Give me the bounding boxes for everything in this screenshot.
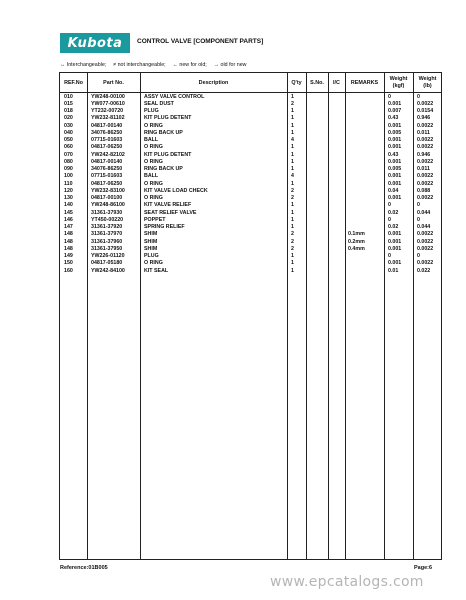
cell-part-number: YW248-00100 (91, 93, 125, 100)
cell-description: BALL (144, 137, 159, 143)
cell-weight-lb: 0 (417, 93, 420, 100)
header-desc-label: Description (198, 79, 229, 86)
cell-part-number: YW232-83100 (91, 187, 125, 194)
cell-weight-lb: 0.946 (417, 115, 431, 122)
table-row (60, 260, 441, 267)
cell-quantity: 2 (291, 195, 294, 201)
cell-weight-kgf: 0.02 (388, 224, 399, 230)
cell-ref: 150 (64, 260, 73, 267)
cell-description: PLUG (144, 108, 159, 114)
cell-description: SEAL DUST (144, 100, 174, 107)
cell-description: KIT VALVE RELIEF (144, 202, 192, 209)
legend-new-for-old: ← new for old; (172, 62, 207, 68)
cell-description: O RING (144, 144, 163, 151)
cell-weight-lb: 0.044 (417, 224, 431, 230)
table-row (60, 115, 441, 122)
table-row (60, 253, 441, 260)
table-row (60, 166, 441, 173)
cell-ref: 080 (64, 158, 73, 165)
cell-weight-kgf: 0.007 (388, 108, 402, 114)
cell-ref: 110 (64, 180, 73, 187)
cell-quantity: 1 (291, 144, 294, 151)
cell-quantity: 2 (291, 231, 294, 238)
cell-description: KIT PLUG DETENT (144, 115, 192, 122)
table-row (60, 123, 441, 130)
cell-weight-kgf: 0.005 (388, 129, 402, 136)
cell-weight-lb: 0.0022 (417, 100, 434, 107)
legend-old-for-new: → old for new (213, 62, 247, 68)
header-weight-lb-unit: (lb) (423, 83, 432, 89)
cell-description: POPPET (144, 216, 166, 223)
cell-quantity: 1 (291, 267, 294, 274)
table-row (60, 195, 441, 202)
cell-ref: 160 (64, 267, 73, 274)
cell-remarks: 0.1mm (348, 231, 365, 238)
cell-remarks: 0.2mm (348, 238, 365, 245)
header-ref (60, 74, 87, 92)
cell-description: O RING (144, 122, 163, 129)
cell-quantity: 1 (291, 202, 294, 209)
cell-ref: 146 (64, 216, 73, 223)
cell-quantity: 1 (291, 129, 294, 136)
cell-part-number: 04817-06250 (91, 180, 123, 187)
cell-weight-kgf: 0.001 (388, 245, 402, 252)
cell-ref: 100 (64, 173, 73, 180)
cell-weight-kgf: 0.43 (388, 151, 399, 158)
cell-description: SHIM (144, 245, 158, 252)
cell-part-number: 07715-01603 (91, 173, 123, 180)
header-weight-lb-label: Weight (418, 76, 437, 83)
cell-quantity: 2 (291, 100, 294, 107)
table-row (60, 246, 441, 253)
cell-description: O RING (144, 260, 163, 267)
legend-interchangeable: ↔ Interchangeable; (60, 62, 107, 68)
header-ic (328, 74, 345, 92)
header-desc (140, 74, 287, 92)
cell-weight-lb: 0.0022 (417, 137, 434, 143)
cell-weight-lb: 0.022 (417, 267, 431, 274)
table-row (60, 239, 441, 246)
cell-weight-kgf: 0.001 (388, 158, 402, 165)
cell-weight-lb: 0.0154 (417, 108, 434, 114)
cell-quantity: 2 (291, 245, 294, 252)
cell-ref: 140 (64, 202, 73, 209)
header-weight-lb (413, 74, 442, 92)
cell-ref: 060 (64, 144, 73, 151)
cell-part-number: 04817-00140 (91, 122, 123, 129)
cell-quantity: 1 (291, 180, 294, 187)
cell-weight-lb: 0.0022 (417, 238, 434, 245)
cell-quantity: 1 (291, 158, 294, 165)
cell-weight-kgf: 0 (388, 202, 391, 209)
watermark: www.epcatalogs.com (270, 574, 424, 590)
cell-weight-lb: 0 (417, 253, 420, 259)
cell-quantity: 1 (291, 224, 294, 230)
table-row (60, 173, 441, 180)
cell-part-number: 04817-00100 (91, 195, 123, 201)
table-row (60, 94, 441, 101)
cell-weight-kgf: 0 (388, 253, 391, 259)
cell-description: O RING (144, 158, 163, 165)
cell-part-number: 31361-37920 (91, 224, 123, 230)
table-row (60, 101, 441, 108)
cell-weight-kgf: 0.001 (388, 100, 402, 107)
cell-weight-lb: 0.0022 (417, 245, 434, 252)
cell-description: KIT PLUG DETENT (144, 151, 192, 158)
header-ref-label: REF.No (64, 79, 83, 86)
cell-weight-kgf: 0.001 (388, 195, 402, 201)
table-row (60, 231, 441, 238)
cell-quantity: 2 (291, 187, 294, 194)
cell-part-number: 04817-05180 (91, 260, 123, 267)
cell-weight-lb: 0 (417, 216, 420, 223)
cell-weight-lb: 0.0022 (417, 260, 434, 267)
cell-weight-kgf: 0.04 (388, 187, 399, 194)
cell-weight-lb: 0.946 (417, 151, 431, 158)
page-number: Page:6 (414, 565, 433, 571)
header-weight-kgf-unit: (kgf) (392, 83, 405, 89)
cell-part-number: YW242-82102 (91, 151, 125, 158)
cell-remarks: 0.4mm (348, 245, 365, 252)
cell-quantity: 1 (291, 260, 294, 267)
cell-part-number: YT450-00220 (91, 216, 124, 223)
table-row (60, 224, 441, 231)
table-row (60, 137, 441, 144)
cell-ref: 090 (64, 166, 73, 172)
cell-ref: 050 (64, 137, 73, 143)
cell-ref: 147 (64, 224, 73, 230)
cell-weight-kgf: 0.01 (388, 267, 399, 274)
cell-weight-lb: 0.011 (417, 129, 430, 136)
cell-part-number: 34076-86250 (91, 129, 123, 136)
cell-weight-kgf: 0.001 (388, 260, 402, 267)
cell-part-number: 31361-37970 (91, 231, 123, 238)
kubota-logo (60, 33, 130, 53)
header-weight-kgf (384, 74, 413, 92)
table-row (60, 268, 441, 275)
header-ic-label: I/C (333, 79, 340, 86)
cell-weight-kgf: 0.001 (388, 122, 402, 129)
table-row (60, 159, 441, 166)
brand-text: Kubota (67, 35, 123, 51)
cell-ref: 145 (64, 209, 73, 216)
cell-ref: 148 (64, 231, 73, 238)
cell-weight-kgf: 0.001 (388, 180, 402, 187)
table-row (60, 217, 441, 224)
cell-part-number: YW077-00610 (91, 100, 125, 107)
cell-part-number: 07715-01603 (91, 137, 123, 143)
cell-weight-lb: 0.0022 (417, 158, 434, 165)
cell-description: SPRING RELIEF (144, 224, 185, 230)
cell-part-number: 31361-37960 (91, 238, 123, 245)
cell-ref: 020 (64, 115, 73, 122)
cell-ref: 018 (64, 108, 73, 114)
cell-ref: 130 (64, 195, 73, 201)
cell-part-number: 31361-37950 (91, 245, 123, 252)
table-row (60, 144, 441, 151)
interchangeability-legend (60, 62, 246, 68)
cell-weight-kgf: 0.001 (388, 137, 402, 143)
page-title: CONTROL VALVE [COMPONENT PARTS] (137, 38, 264, 45)
cell-quantity: 1 (291, 108, 294, 114)
cell-weight-lb: 0.044 (417, 209, 431, 216)
cell-weight-kgf: 0.001 (388, 173, 402, 180)
cell-part-number: YW248-86100 (91, 202, 125, 209)
cell-weight-kgf: 0 (388, 216, 391, 223)
header-remarks-label: REMARKS (350, 79, 379, 86)
cell-quantity: 4 (291, 137, 294, 143)
cell-description: BALL (144, 173, 159, 180)
cell-weight-lb: 0.0022 (417, 231, 434, 238)
cell-quantity: 4 (291, 173, 294, 180)
cell-weight-lb: 0.0022 (417, 173, 434, 180)
cell-part-number: YW232-81102 (91, 115, 125, 122)
table-row (60, 108, 441, 115)
cell-part-number: YT232-00720 (91, 108, 124, 114)
cell-weight-kgf: 0.005 (388, 166, 402, 172)
cell-part-number: 34076-86250 (91, 166, 123, 172)
header-part-label: Part No. (103, 79, 124, 86)
reference-code: Reference:01B005 (60, 565, 108, 571)
cell-weight-kgf: 0.001 (388, 231, 402, 238)
cell-weight-kgf: 0.02 (388, 209, 399, 216)
cell-ref: 030 (64, 122, 73, 129)
cell-ref: 070 (64, 151, 73, 158)
cell-weight-lb: 0.011 (417, 166, 430, 172)
cell-description: RING BACK UP (144, 166, 183, 172)
cell-part-number: YW242-84100 (91, 267, 125, 274)
cell-description: KIT VALVE LOAD CHECK (144, 187, 208, 194)
cell-part-number: 31361-37930 (91, 209, 123, 216)
table-row (60, 181, 441, 188)
cell-ref: 010 (64, 93, 73, 100)
parts-table (59, 72, 442, 560)
cell-weight-kgf: 0.001 (388, 144, 402, 151)
cell-quantity: 2 (291, 238, 294, 245)
cell-weight-kgf: 0 (388, 93, 391, 100)
cell-ref: 040 (64, 129, 73, 136)
cell-weight-lb: 0 (417, 202, 420, 209)
cell-quantity: 1 (291, 216, 294, 223)
table-row (60, 202, 441, 209)
cell-ref: 148 (64, 238, 73, 245)
header-weight-kgf-label: Weight (389, 76, 408, 83)
cell-part-number: 04817-06250 (91, 144, 123, 151)
cell-weight-lb: 0.0022 (417, 180, 434, 187)
cell-weight-lb: 0.0022 (417, 144, 434, 151)
cell-description: ASSY VALVE CONTROL (144, 93, 205, 100)
table-body (60, 94, 441, 275)
cell-weight-kgf: 0.43 (388, 115, 399, 122)
header-sno (306, 74, 328, 92)
cell-description: SHIM (144, 231, 158, 238)
cell-description: SEAT RELIEF VALVE (144, 209, 197, 216)
cell-weight-lb: 0.088 (417, 187, 431, 194)
cell-quantity: 1 (291, 151, 294, 158)
cell-part-number: YW226-01120 (91, 253, 125, 259)
table-row (60, 210, 441, 217)
cell-quantity: 1 (291, 122, 294, 129)
cell-weight-kgf: 0.001 (388, 238, 402, 245)
header-part (87, 74, 140, 92)
header-remarks (345, 74, 384, 92)
cell-ref: 149 (64, 253, 73, 259)
cell-quantity: 1 (291, 253, 294, 259)
table-row (60, 130, 441, 137)
cell-quantity: 1 (291, 209, 294, 216)
cell-description: RING BACK UP (144, 129, 183, 136)
cell-part-number: 04817-00140 (91, 158, 123, 165)
cell-ref: 120 (64, 187, 73, 194)
cell-description: PLUG (144, 253, 159, 259)
header-sno-label: S.No. (310, 79, 324, 86)
header-qty-label: Q'ty (291, 79, 302, 86)
legend-not-interchangeable: ≠ not interchangeable; (113, 62, 166, 68)
cell-description: KIT SEAL (144, 267, 169, 274)
cell-ref: 015 (64, 100, 73, 107)
cell-weight-lb: 0.0022 (417, 122, 434, 129)
cell-description: O RING (144, 195, 163, 201)
table-row (60, 188, 441, 195)
cell-description: O RING (144, 180, 163, 187)
cell-quantity: 1 (291, 115, 294, 122)
cell-quantity: 1 (291, 166, 294, 172)
cell-weight-lb: 0.0022 (417, 195, 434, 201)
table-row (60, 152, 441, 159)
cell-ref: 148 (64, 245, 73, 252)
cell-description: SHIM (144, 238, 158, 245)
header-qty (287, 74, 306, 92)
cell-quantity: 1 (291, 93, 294, 100)
